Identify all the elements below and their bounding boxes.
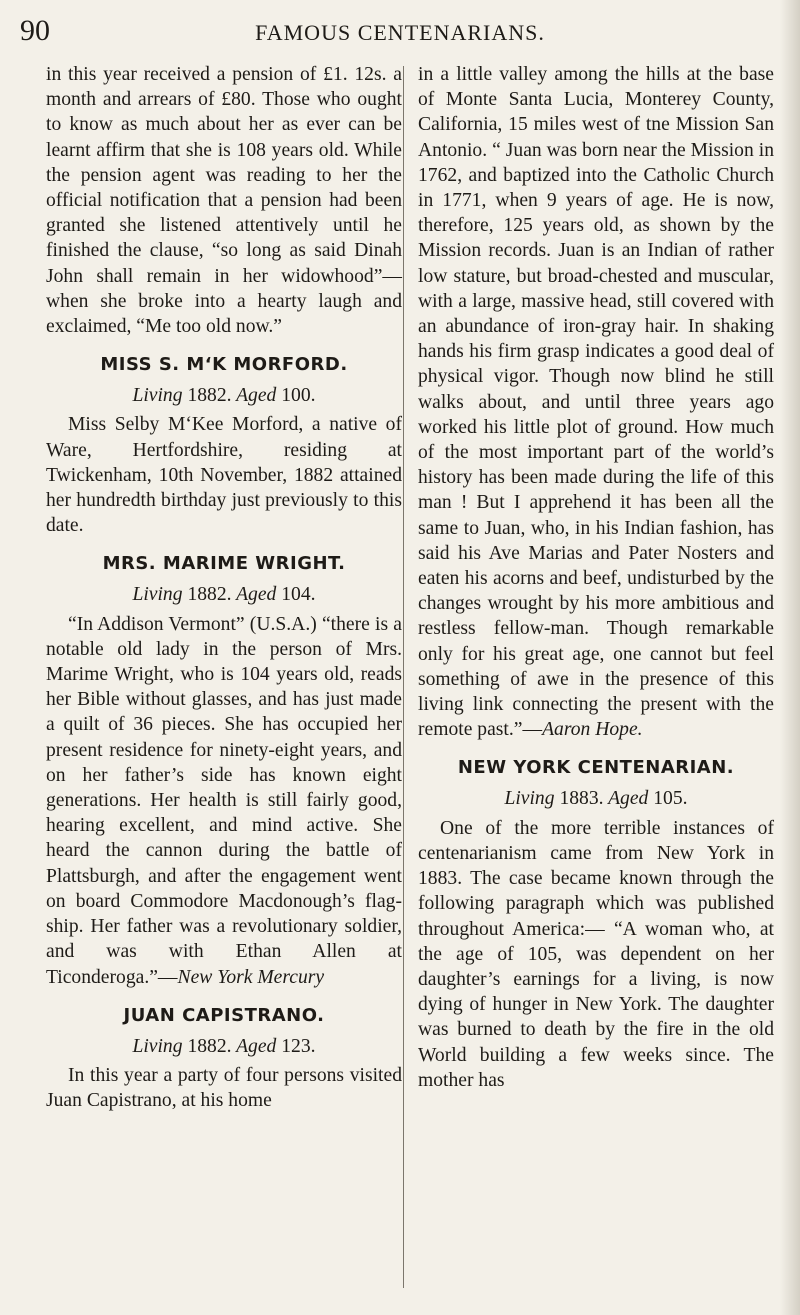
- aged-label: Aged: [608, 788, 649, 810]
- aged-label: Aged: [236, 1035, 277, 1057]
- living-label: Living: [132, 385, 183, 407]
- entry-body-new-york: One of the more terrible instances of centenarianism came from New York in 1883. The case became known through the following paragraph which was published throughout America:— “A woman who, at the age of 105, was dependent on her daughter’s earnings for a living, is now dying of hunger in New York. The daughter was burned to death by the fire in the old World building a few weeks since. The mother has: [418, 817, 774, 1091]
- aged-value: 104.: [281, 584, 316, 606]
- entry-body-morford: Miss Selby M‘Kee Morford, a native of Ware, Hertfordshire, residing at Twickenham, 10th November, 1882 attained her hundredth birthday just previously to this date.: [46, 414, 402, 537]
- page-header: [20, 14, 780, 54]
- continued-paragraph: in this year received a pension of £1. 12s. a month and arrears of £80. Those who ought to know as much about her as ever can be learnt affirm that she is 108 years old. While the pension agent was reading to her the official notification that a pension had been granted she listened attentively until he finished the clause, “so long as said Dinah John shall remain in her widowhood”—when she broke into a hearty laugh and exclaimed, “Me too old now.”: [46, 64, 402, 338]
- entry-heading-morford: MISS S. M‘K MORFORD.: [100, 354, 348, 376]
- entry-body-capistrano: In this year a party of four persons visited Juan Capistrano, at his home: [46, 1064, 402, 1112]
- living-year: 1882.: [187, 385, 232, 407]
- aged-label: Aged: [236, 584, 277, 606]
- entry-dates-new-york: [418, 786, 774, 811]
- aged-value: 123.: [281, 1035, 316, 1057]
- living-label: Living: [132, 1035, 183, 1057]
- aged-value: 105.: [653, 788, 688, 810]
- continued-text: in a little valley among the hills at the base of Monte Santa Lucia, Monterey County, California, 15 miles west of tne Mission San Antonio. “ Juan was born near the Mission in 1762, and baptized into the Catholic Church in 1771, when 9 years of age. He is now, therefore, 125 years old, as shown by the Mission records. Juan is an Indian of rather low stature, but broad-chested and muscular, with a large, massive head, still covered with an abundance of iron-gray hair. In shaking hands his firm grasp indicates a good deal of physical vigor. Though now blind he still walks about, and until three years ago worked his little plot of ground. How much of the most important part of the world’s history has been made during the life of this man ! But I apprehend it has been all the same to Juan, who, in his Indian fashion, has said his Ave Marias and Pater Nosters and eaten his acorns and beef, undisturbed by the changes wrought by his more ambitious and restless fellow-man. Though remarkable only for his great age, one cannot but feel something of awe in the presence of this living link connecting the present with the remote past.”—: [418, 64, 774, 741]
- living-year: 1882.: [187, 584, 232, 606]
- entry-heading-capistrano: JUAN CAPISTRANO.: [123, 1004, 325, 1026]
- column-divider: [403, 66, 404, 1288]
- left-column: [46, 62, 402, 1113]
- aged-value: 100.: [281, 385, 316, 407]
- entry-dates-capistrano: [46, 1034, 402, 1059]
- entry-dates-morford: [46, 383, 402, 408]
- page-edge-shadow: [780, 0, 800, 1315]
- continued-paragraph: [418, 62, 774, 742]
- page-number: 90: [20, 14, 50, 47]
- quote-source: Aaron Hope.: [542, 719, 643, 741]
- living-label: Living: [132, 584, 183, 606]
- entry-body-wright: [46, 612, 402, 990]
- entry-dates-wright: [46, 582, 402, 607]
- right-column: [418, 62, 774, 1093]
- living-label: Living: [504, 788, 555, 810]
- living-year: 1882.: [187, 1035, 232, 1057]
- entry-heading-new-york: NEW YORK CENTENARIAN.: [457, 757, 735, 779]
- running-title: FAMOUS CENTENARIANS.: [255, 20, 545, 45]
- entry-heading-wright: MRS. MARIME WRIGHT.: [102, 553, 346, 575]
- entry-text: “In Addison Vermont” (U.S.A.) “there is a notable old lady in the person of Mrs. Marime Wright, who is 104 years old, reads her Bible without glasses, and has just made a quilt of 36 pieces. She has occupied her present residence for ninety-eight years, and on her father’s side has known eight generations. Her health is still fairly good, hearing excellent, and mind active. She heard the cannon during the battle of Plattsburgh, and after the engagement went on board Commodore Macdonough’s flag-ship. Her father was a revolutionary soldier, and was with Ethan Allen at Ticonderoga.”—: [46, 613, 402, 988]
- entry-source: New York Mercury: [177, 966, 325, 988]
- living-year: 1883.: [559, 788, 604, 810]
- aged-label: Aged: [236, 385, 277, 407]
